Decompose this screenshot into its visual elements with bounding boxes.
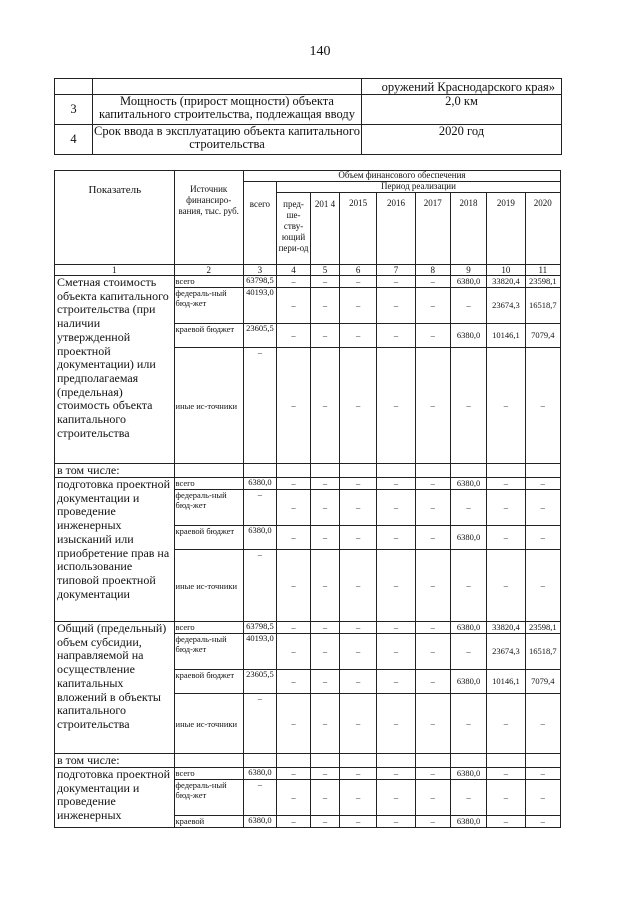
value-cell: 7079,4 xyxy=(525,670,560,694)
value-cell: 10146,1 xyxy=(487,324,525,348)
value-cell: – xyxy=(339,622,376,634)
info-row-value: оружений Краснодарского края» xyxy=(362,79,562,95)
value-cell: 6380,0 xyxy=(450,768,486,780)
info-row-value: 2,0 км xyxy=(362,95,562,125)
info-row-number: 4 xyxy=(55,125,93,155)
value-cell: 23674,3 xyxy=(487,288,525,324)
empty-cell xyxy=(415,464,450,478)
header-total: всего xyxy=(243,182,276,265)
info-row-name xyxy=(93,79,362,95)
value-cell: – xyxy=(339,478,376,490)
value-cell: – xyxy=(377,276,415,288)
empty-cell xyxy=(450,464,486,478)
empty-cell xyxy=(276,754,310,768)
data-row xyxy=(55,622,561,634)
source-cell: федераль-ный бюд-жет xyxy=(174,288,243,324)
value-cell: – xyxy=(450,780,486,816)
object-info-table xyxy=(54,78,562,155)
header-row-1 xyxy=(55,171,561,182)
value-cell: – xyxy=(276,768,310,780)
value-cell: 6380,0 xyxy=(243,478,276,490)
info-row-value: 2020 год xyxy=(362,125,562,155)
value-cell: – xyxy=(487,550,525,622)
column-number: 2 xyxy=(174,265,243,276)
value-cell: – xyxy=(415,550,450,622)
value-cell: – xyxy=(339,670,376,694)
column-number: 10 xyxy=(487,265,525,276)
value-cell: – xyxy=(339,816,376,828)
value-cell: – xyxy=(243,694,276,754)
header-year-2017: 2017 xyxy=(415,193,450,265)
value-cell: – xyxy=(311,634,340,670)
value-cell: – xyxy=(339,780,376,816)
value-cell: 40193,0 xyxy=(243,288,276,324)
value-cell: – xyxy=(415,324,450,348)
financing-table xyxy=(54,170,561,828)
source-cell: всего xyxy=(174,478,243,490)
source-cell: всего xyxy=(174,276,243,288)
info-row-name: Срок ввода в эксплуатацию объекта капитального строительства xyxy=(93,125,362,155)
value-cell: – xyxy=(243,348,276,464)
value-cell: – xyxy=(415,478,450,490)
column-number: 9 xyxy=(450,265,486,276)
value-cell: – xyxy=(311,780,340,816)
section-row xyxy=(55,754,561,768)
section-label: в том числе: xyxy=(55,464,175,478)
value-cell: 6380,0 xyxy=(450,324,486,348)
column-number: 11 xyxy=(525,265,560,276)
empty-cell xyxy=(525,464,560,478)
value-cell: – xyxy=(311,816,340,828)
value-cell: 6380,0 xyxy=(450,816,486,828)
value-cell: 6380,0 xyxy=(450,276,486,288)
value-cell: 23598,1 xyxy=(525,622,560,634)
value-cell: 16518,7 xyxy=(525,288,560,324)
value-cell: 6380,0 xyxy=(450,622,486,634)
header-year-2018: 2018 xyxy=(450,193,486,265)
value-cell: – xyxy=(487,694,525,754)
value-cell: – xyxy=(487,768,525,780)
value-cell: 23598,1 xyxy=(525,276,560,288)
value-cell: – xyxy=(377,634,415,670)
header-year-2015: 2015 xyxy=(339,193,376,265)
value-cell: – xyxy=(450,348,486,464)
value-cell: – xyxy=(525,816,560,828)
info-row xyxy=(55,95,562,125)
empty-cell xyxy=(311,464,340,478)
value-cell: – xyxy=(415,276,450,288)
source-cell: федераль-ный бюд-жет xyxy=(174,490,243,526)
value-cell: – xyxy=(276,670,310,694)
value-cell: – xyxy=(276,780,310,816)
value-cell: 40193,0 xyxy=(243,634,276,670)
value-cell: – xyxy=(377,768,415,780)
column-number: 7 xyxy=(377,265,415,276)
value-cell: – xyxy=(276,348,310,464)
value-cell: – xyxy=(415,348,450,464)
value-cell: – xyxy=(415,288,450,324)
value-cell: – xyxy=(415,670,450,694)
data-row xyxy=(55,478,561,490)
value-cell: 6380,0 xyxy=(450,526,486,550)
value-cell: – xyxy=(525,694,560,754)
value-cell: 6380,0 xyxy=(243,768,276,780)
column-number: 6 xyxy=(339,265,376,276)
value-cell: – xyxy=(377,478,415,490)
page-number: 140 xyxy=(309,44,331,59)
header-year-2016: 2016 xyxy=(377,193,415,265)
info-row-number xyxy=(55,79,93,95)
value-cell: – xyxy=(377,816,415,828)
value-cell: – xyxy=(415,526,450,550)
value-cell: – xyxy=(311,288,340,324)
header-prev-period: пред-ше-ству-ющий пери-од xyxy=(276,193,310,265)
value-cell: – xyxy=(339,550,376,622)
value-cell: 63798,5 xyxy=(243,276,276,288)
indicator-cell: Сметная стоимость объекта капитального строительства (при наличии утвержденной проектной документации) или предполагаемая (предельная) стоимость объекта капитального строительства xyxy=(55,276,175,464)
value-cell: – xyxy=(415,780,450,816)
empty-cell xyxy=(415,754,450,768)
source-cell: краевой бюджет xyxy=(174,670,243,694)
value-cell: – xyxy=(450,694,486,754)
column-number-row xyxy=(55,265,561,276)
value-cell: – xyxy=(525,550,560,622)
value-cell: – xyxy=(450,288,486,324)
section-label: в том числе: xyxy=(55,754,175,768)
value-cell: – xyxy=(525,768,560,780)
data-row xyxy=(55,768,561,780)
value-cell: – xyxy=(311,324,340,348)
empty-cell xyxy=(377,464,415,478)
info-row xyxy=(55,79,562,95)
source-cell: краевой xyxy=(174,816,243,828)
source-cell: иные ис-точники xyxy=(174,348,243,464)
value-cell: – xyxy=(525,526,560,550)
value-cell: – xyxy=(339,526,376,550)
indicator-cell: подготовка проектной документации и проведение инженерных изысканий или приобретение прав на использование типовой проектной документации xyxy=(55,478,175,622)
header-indicator: Показатель xyxy=(55,171,175,265)
value-cell: – xyxy=(311,694,340,754)
value-cell: – xyxy=(377,694,415,754)
value-cell: – xyxy=(339,288,376,324)
source-cell: краевой бюджет xyxy=(174,324,243,348)
value-cell: – xyxy=(415,768,450,780)
value-cell: – xyxy=(377,780,415,816)
empty-cell xyxy=(450,754,486,768)
value-cell: – xyxy=(276,816,310,828)
value-cell: – xyxy=(243,780,276,816)
section-row xyxy=(55,464,561,478)
source-cell: краевой бюджет xyxy=(174,526,243,550)
value-cell: – xyxy=(415,694,450,754)
empty-cell xyxy=(243,464,276,478)
value-cell: – xyxy=(276,276,310,288)
value-cell: – xyxy=(487,780,525,816)
header-source: Источник финансиро-вания, тыс. руб. xyxy=(174,171,243,265)
value-cell: – xyxy=(525,780,560,816)
value-cell: – xyxy=(311,670,340,694)
value-cell: – xyxy=(339,348,376,464)
value-cell: – xyxy=(415,634,450,670)
value-cell: – xyxy=(276,622,310,634)
empty-cell xyxy=(339,464,376,478)
column-number: 8 xyxy=(415,265,450,276)
value-cell: – xyxy=(487,816,525,828)
value-cell: 23605,5 xyxy=(243,670,276,694)
indicator-cell: Общий (предельный) объем субсидии, направляемой на осуществление капитальных вложений в объекты капитального строительства xyxy=(55,622,175,754)
empty-cell xyxy=(487,464,525,478)
source-cell: федераль-ный бюд-жет xyxy=(174,634,243,670)
info-row xyxy=(55,125,562,155)
value-cell: – xyxy=(311,490,340,526)
value-cell: – xyxy=(377,526,415,550)
empty-cell xyxy=(243,754,276,768)
empty-cell xyxy=(276,464,310,478)
value-cell: – xyxy=(377,622,415,634)
header-year-2019: 2019 xyxy=(487,193,525,265)
source-cell: иные ис-точники xyxy=(174,694,243,754)
value-cell: – xyxy=(377,490,415,526)
value-cell: 6380,0 xyxy=(450,478,486,490)
info-row-name: Мощность (прирост мощности) объекта капитального строительства, подлежащая вводу xyxy=(93,95,362,125)
column-number: 3 xyxy=(243,265,276,276)
empty-cell xyxy=(311,754,340,768)
value-cell: – xyxy=(339,490,376,526)
value-cell: – xyxy=(276,490,310,526)
source-cell: федераль-ный бюд-жет xyxy=(174,780,243,816)
value-cell: – xyxy=(450,490,486,526)
header-year-2014: 201 4 xyxy=(311,193,340,265)
value-cell: 33820,4 xyxy=(487,622,525,634)
value-cell: – xyxy=(311,622,340,634)
empty-cell xyxy=(487,754,525,768)
value-cell: 63798,5 xyxy=(243,622,276,634)
value-cell: 6380,0 xyxy=(450,670,486,694)
value-cell: – xyxy=(276,634,310,670)
value-cell: – xyxy=(339,694,376,754)
empty-cell xyxy=(174,754,243,768)
value-cell: 23605,5 xyxy=(243,324,276,348)
value-cell: 7079,4 xyxy=(525,324,560,348)
info-row-number: 3 xyxy=(55,95,93,125)
column-number: 1 xyxy=(55,265,175,276)
value-cell: – xyxy=(276,550,310,622)
value-cell: – xyxy=(339,324,376,348)
value-cell: – xyxy=(415,816,450,828)
indicator-cell: подготовка проектной документации и проведение инженерных xyxy=(55,768,175,828)
value-cell: – xyxy=(377,348,415,464)
source-cell: иные ис-точники xyxy=(174,550,243,622)
value-cell: – xyxy=(377,288,415,324)
value-cell: – xyxy=(311,276,340,288)
value-cell: – xyxy=(487,526,525,550)
value-cell: – xyxy=(276,694,310,754)
value-cell: – xyxy=(311,550,340,622)
value-cell: 6380,0 xyxy=(243,526,276,550)
column-number: 5 xyxy=(311,265,340,276)
value-cell: 16518,7 xyxy=(525,634,560,670)
empty-cell xyxy=(339,754,376,768)
empty-cell xyxy=(377,754,415,768)
value-cell: – xyxy=(311,526,340,550)
source-cell: всего xyxy=(174,622,243,634)
value-cell: 6380,0 xyxy=(243,816,276,828)
value-cell: – xyxy=(450,550,486,622)
value-cell: – xyxy=(525,490,560,526)
value-cell: – xyxy=(450,634,486,670)
value-cell: – xyxy=(377,550,415,622)
value-cell: – xyxy=(311,478,340,490)
source-cell: всего xyxy=(174,768,243,780)
value-cell: – xyxy=(311,768,340,780)
value-cell: – xyxy=(525,348,560,464)
value-cell: – xyxy=(243,550,276,622)
value-cell: – xyxy=(487,490,525,526)
value-cell: – xyxy=(525,478,560,490)
data-row xyxy=(55,276,561,288)
value-cell: 33820,4 xyxy=(487,276,525,288)
value-cell: – xyxy=(276,526,310,550)
empty-cell xyxy=(525,754,560,768)
value-cell: – xyxy=(276,288,310,324)
value-cell: – xyxy=(311,348,340,464)
value-cell: 23674,3 xyxy=(487,634,525,670)
value-cell: – xyxy=(276,478,310,490)
value-cell: – xyxy=(339,276,376,288)
header-year-2020: 2020 xyxy=(525,193,560,265)
value-cell: – xyxy=(415,622,450,634)
header-period: Период реализации xyxy=(276,182,560,193)
value-cell: – xyxy=(377,670,415,694)
value-cell: – xyxy=(487,478,525,490)
value-cell: – xyxy=(276,324,310,348)
value-cell: – xyxy=(487,348,525,464)
column-number: 4 xyxy=(276,265,310,276)
value-cell: – xyxy=(339,634,376,670)
empty-cell xyxy=(174,464,243,478)
header-volume: Объем финансового обеспечения xyxy=(243,171,560,182)
value-cell: – xyxy=(339,768,376,780)
value-cell: 10146,1 xyxy=(487,670,525,694)
value-cell: – xyxy=(415,490,450,526)
value-cell: – xyxy=(243,490,276,526)
value-cell: – xyxy=(377,324,415,348)
